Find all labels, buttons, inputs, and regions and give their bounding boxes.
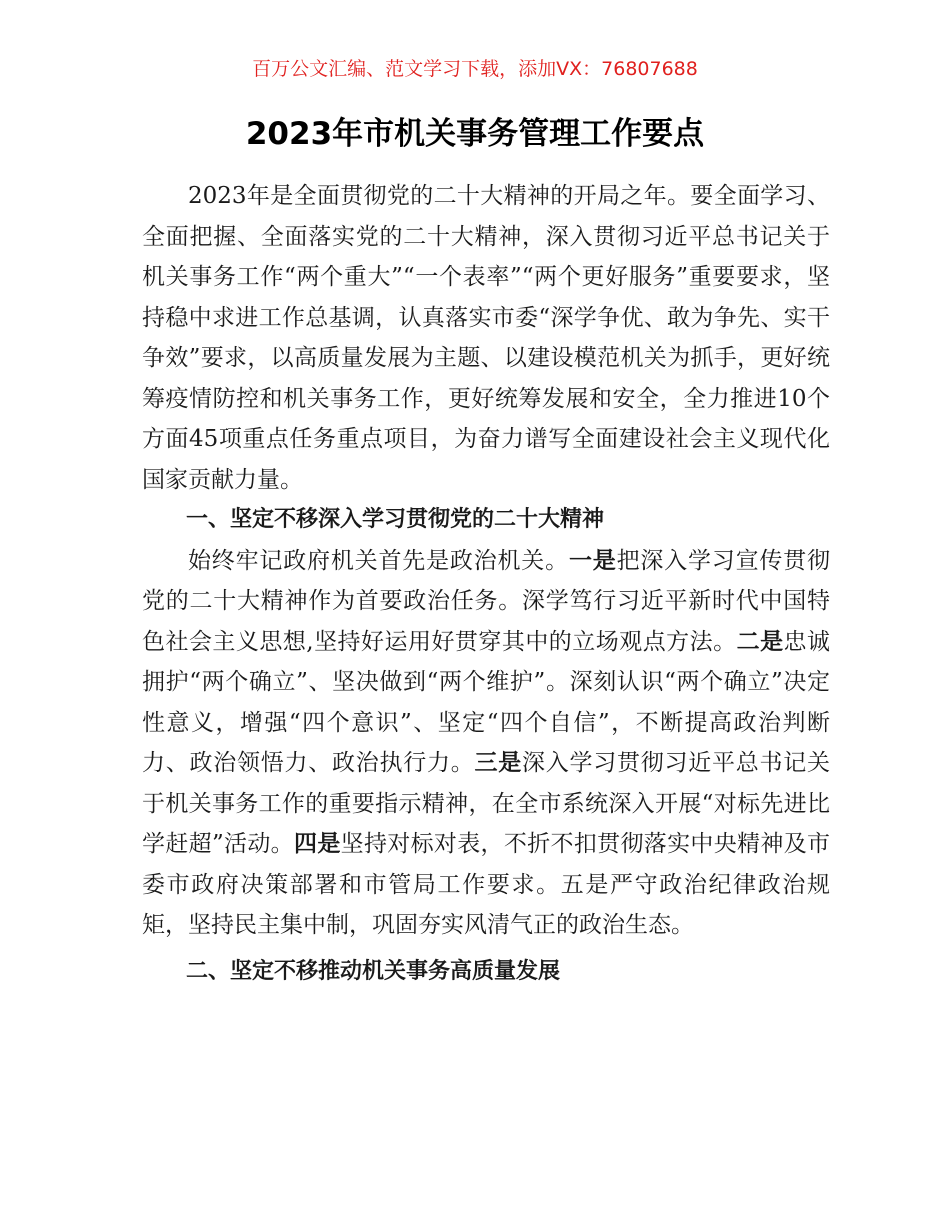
item-3-marker: 三是 xyxy=(474,750,522,776)
section-1-lead: 始终牢记政府机关首先是政治机关。 xyxy=(188,547,569,574)
item-2-marker: 二是 xyxy=(736,628,784,655)
section-1-paragraph xyxy=(142,541,830,946)
document-body xyxy=(142,176,830,992)
intro-paragraph: 2023年是全面贯彻党的二十大精神的开局之年。要全面学习、全面把握、全面落实党的二十大精神，深入贯彻习近平总书记关于机关事务工作“两个重大”“一个表率”“两个更好服务”重要要求，坚持稳中求进工作总基调，认真落实市委“深学争优、敢为争先、实干争效”要求，以高质量发展为主题、以建设模范机关为抓手，更好统筹疫情防控和机关事务工作，更好统筹发展和安全，全力推进10个方面45项重点任务重点项目，为奋力谱写全面建设社会主义现代化国家贡献力量。 xyxy=(142,183,830,493)
item-4-marker: 四是 xyxy=(294,831,341,857)
item-1-marker: 一是 xyxy=(568,547,617,574)
item-2-text: 忠诚拥护“两个确立”、坚决做到“两个维护”。深刻认识“两个确立”决定性意义，增强“四个意识”、坚定“四个自信”，不断提高政治判断力、政治领悟力、政治执行力。 xyxy=(142,628,831,776)
document-title: 2023年市机关事务管理工作要点 xyxy=(245,116,705,152)
watermark-banner: 百万公文汇编、范文学习下载，添加VX：76807688 xyxy=(252,58,698,80)
item-1-text: 把深入学习宣传贯彻党的二十大精神作为首要政治任务。深学笃行习近平新时代中国特色社会主义思想,坚持好运用好贯穿其中的立场观点方法。 xyxy=(142,547,831,655)
section-1-heading: 一、坚定不移深入学习贯彻党的二十大精神 xyxy=(186,507,605,532)
item-3-text: 深入学习贯彻习近平总书记关于机关事务工作的重要指示精神，在全市系统深入开展“对标先进比学赶超”活动。 xyxy=(142,750,830,857)
section-2-heading: 二、坚定不移推动机关事务高质量发展 xyxy=(186,958,561,984)
item-4-text: 坚持对标对表，不折不扣贯彻落实中央精神及市委市政府决策部署和市管局工作要求。五是严守政治纪律政治规矩，坚持民主集中制，巩固夯实风清气正的政治生态。 xyxy=(142,831,831,938)
